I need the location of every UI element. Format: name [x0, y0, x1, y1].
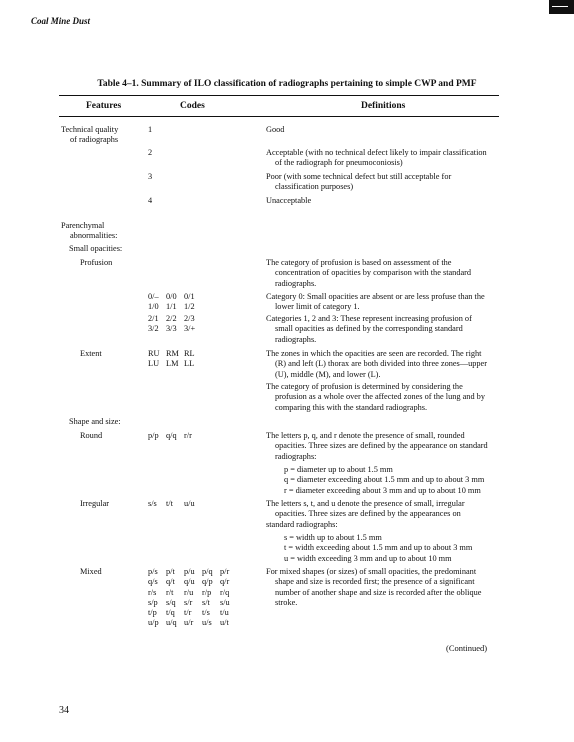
code-cell: u/s [202, 618, 212, 628]
code-cell: q/q [166, 431, 177, 440]
code-1: 1 [148, 125, 153, 134]
code-cell: 1/0 [148, 302, 159, 312]
feature-label: Technical quality [61, 125, 119, 134]
code-cell: 3/3 [166, 324, 177, 334]
definition-line: radiographs. [275, 334, 317, 344]
code-cell: q/s [148, 577, 158, 587]
feature-round: Round [80, 431, 103, 440]
running-head: Coal Mine Dust [31, 16, 91, 26]
code-cell: u/q [166, 618, 177, 628]
definition-line: Category 0: Small opacities are absent or are less profuse than the [266, 292, 485, 301]
def-category-0 [266, 292, 498, 313]
code-cell: p/r [220, 567, 230, 576]
code-2: 2 [148, 148, 153, 157]
code-row [148, 292, 202, 302]
code-cell: 1/1 [166, 302, 177, 312]
feature-label: Parenchymal [61, 221, 105, 230]
code-cell: 0/– [148, 292, 159, 301]
profusion-codes-b [148, 314, 202, 335]
feature-profusion: Profusion [80, 258, 113, 267]
code-cell: p/s [148, 567, 158, 576]
code-cell: t/p [148, 608, 157, 618]
code-cell: p/t [166, 567, 175, 576]
definition-line: The letters s, t, and u denote the presence of small, irregular [266, 499, 465, 508]
code-cell: RM [166, 349, 179, 358]
page-number: 34 [59, 705, 69, 716]
definition-line: number of another shape and size is recorded after the oblique [275, 587, 482, 597]
irregular-size-list [284, 533, 504, 564]
def-mixed [266, 567, 498, 608]
def-extent-zones [266, 349, 498, 380]
code-cell: u/p [148, 618, 159, 628]
code-cell: s/r [184, 597, 193, 607]
code-row [148, 314, 202, 324]
code-cell: 0/0 [166, 292, 177, 301]
code-row [148, 302, 202, 312]
definition-line: profusion as a whole over the affected zones of the lung and by [275, 392, 485, 402]
def-categories-1-3 [266, 314, 498, 345]
size-item: q = diameter exceeding about 1.5 mm and up to about 3 mm [284, 475, 485, 485]
definition-line: stroke. [275, 597, 298, 607]
definition-line: Acceptable (with no technical defect likely to impair classification [266, 148, 487, 157]
definition-line: opacities. Three sizes are defined by the appearance on standard [275, 441, 488, 451]
mixed-codes [148, 567, 238, 629]
feature-irregular: Irregular [80, 499, 110, 508]
definition-line: radiographs: [275, 451, 317, 461]
corner-tab-mark [549, 0, 574, 14]
def-round [266, 431, 498, 462]
code-cell: 3/2 [148, 324, 159, 334]
definition-line: small opacities as defined by the corresponding standard [275, 324, 463, 334]
definition-line: of the radiograph for pneumoconiosis) [275, 158, 403, 168]
code-cell: t/t [166, 499, 173, 508]
round-codes [148, 431, 202, 441]
code-cell: u/u [184, 499, 195, 508]
def-extent-profusion [266, 382, 498, 413]
def-irregular [266, 499, 498, 530]
code-cell: q/r [220, 577, 230, 587]
code-row [148, 349, 202, 359]
code-cell: s/t [202, 597, 210, 607]
def-acceptable [266, 148, 498, 169]
size-item: t = width exceeding about 1.5 mm and up to about 3 mm [284, 543, 473, 553]
definition-line: The category of profusion is based on assessment of the [266, 258, 452, 267]
feature-technical-quality [61, 125, 141, 146]
code-row [148, 499, 202, 509]
code-cell: s/u [220, 597, 230, 607]
code-cell: r/u [184, 587, 194, 597]
definition-line: For mixed shapes (or sizes) of small opacities, the predominant [266, 567, 477, 576]
header-definitions: Definitions [361, 101, 406, 111]
size-item: s = width up to about 1.5 mm [284, 533, 382, 542]
code-cell: t/r [184, 608, 192, 618]
feature-mixed: Mixed [80, 567, 102, 576]
definition-line: The letters p, q, and r denote the presence of small, rounded [266, 431, 465, 440]
code-cell: s/q [166, 597, 176, 607]
code-row [148, 608, 238, 618]
extent-codes [148, 349, 202, 370]
table-top-rule [59, 95, 499, 96]
code-cell: p/q [202, 567, 213, 576]
code-cell: u/t [220, 618, 229, 628]
definition-line: (U), middle (M), and lower (L). [275, 369, 381, 379]
definition-line: The zones in which the opacities are seen are recorded. The right [266, 349, 482, 358]
size-item: p = diameter up to about 1.5 mm [284, 465, 393, 474]
code-row [148, 567, 238, 577]
code-cell: s/s [148, 499, 157, 508]
definition-line: opacities. Three sizes are defined by the appearances on [275, 509, 461, 519]
definition-line: lower limit of category 1. [275, 302, 360, 312]
irregular-codes [148, 499, 202, 509]
code-row [148, 577, 238, 587]
definition-line: Categories 1, 2 and 3: These represent increasing profusion of [266, 314, 472, 323]
continued-note: (Continued) [446, 643, 488, 653]
code-cell: LL [184, 359, 195, 369]
code-cell: q/p [202, 577, 213, 587]
definition-line: radiographs. [275, 278, 317, 288]
code-row [148, 359, 202, 369]
code-cell: 0/1 [184, 292, 195, 301]
code-cell: r/s [148, 587, 157, 597]
feature-label: of radiographs [70, 135, 119, 145]
code-cell: r/t [166, 587, 174, 597]
feature-label: abnormalities: [70, 231, 118, 241]
code-cell: LU [148, 359, 160, 369]
code-row [148, 324, 202, 334]
code-cell: u/r [184, 618, 194, 628]
def-poor [266, 172, 498, 193]
header-codes: Codes [180, 101, 205, 111]
code-row [148, 598, 238, 608]
feature-shape-size: Shape and size: [69, 417, 121, 426]
profusion-codes-a [148, 292, 202, 313]
header-features: Features [86, 101, 122, 111]
feature-small-opacities: Small opacities: [69, 244, 123, 253]
code-row [148, 431, 202, 441]
code-cell: t/q [166, 608, 175, 618]
def-unacceptable: Unacceptable [266, 196, 312, 205]
definition-line: classification purposes) [275, 182, 354, 192]
code-cell: 1/2 [184, 302, 195, 312]
code-cell: p/u [184, 567, 195, 576]
code-cell: q/u [184, 577, 195, 587]
feature-extent: Extent [80, 349, 102, 358]
definition-line: comparing this with the standard radiographs. [275, 402, 428, 412]
size-item: r = diameter exceeding about 3 mm and up to about 10 mm [284, 485, 481, 495]
feature-parenchymal [61, 221, 141, 242]
code-cell: q/t [166, 577, 175, 587]
code-cell: 3/+ [184, 324, 196, 334]
code-cell: 2/2 [166, 314, 177, 323]
code-3: 3 [148, 172, 153, 181]
round-size-list [284, 465, 504, 496]
definition-line: Poor (with some technical defect but still acceptable for [266, 172, 452, 181]
code-cell: RL [184, 349, 195, 358]
size-item: u = width exceeding 3 mm and up to about 10 mm [284, 553, 452, 563]
definition-line: (R) and left (L) thorax are both divided into three zones—upper [275, 359, 487, 369]
code-cell: t/u [220, 608, 229, 618]
code-4: 4 [148, 196, 153, 205]
table-caption: Table 4–1. Summary of ILO classification of radiographs pertaining to simple CWP and PMF [97, 79, 477, 89]
definition-line: standard radiographs: [266, 519, 338, 529]
code-cell: p/p [148, 431, 159, 440]
def-good: Good [266, 125, 285, 134]
code-row [148, 588, 238, 598]
code-cell: s/p [148, 597, 158, 607]
definition-line: shape and size is recorded first; the presence of a significant [275, 577, 475, 587]
code-row [148, 618, 238, 628]
code-cell: LM [166, 359, 179, 369]
code-cell: 2/3 [184, 314, 195, 323]
definition-line: The category of profusion is determined by considering the [266, 382, 463, 391]
code-cell: t/s [202, 608, 210, 618]
code-cell: r/q [220, 587, 230, 597]
code-cell: 2/1 [148, 314, 159, 323]
definition-line: concentration of opacities by comparison with the standard [275, 268, 472, 278]
code-cell: r/r [184, 431, 192, 440]
def-profusion [266, 258, 498, 289]
code-cell: RU [148, 349, 160, 358]
code-cell: r/p [202, 587, 212, 597]
header-bottom-rule [59, 116, 499, 117]
